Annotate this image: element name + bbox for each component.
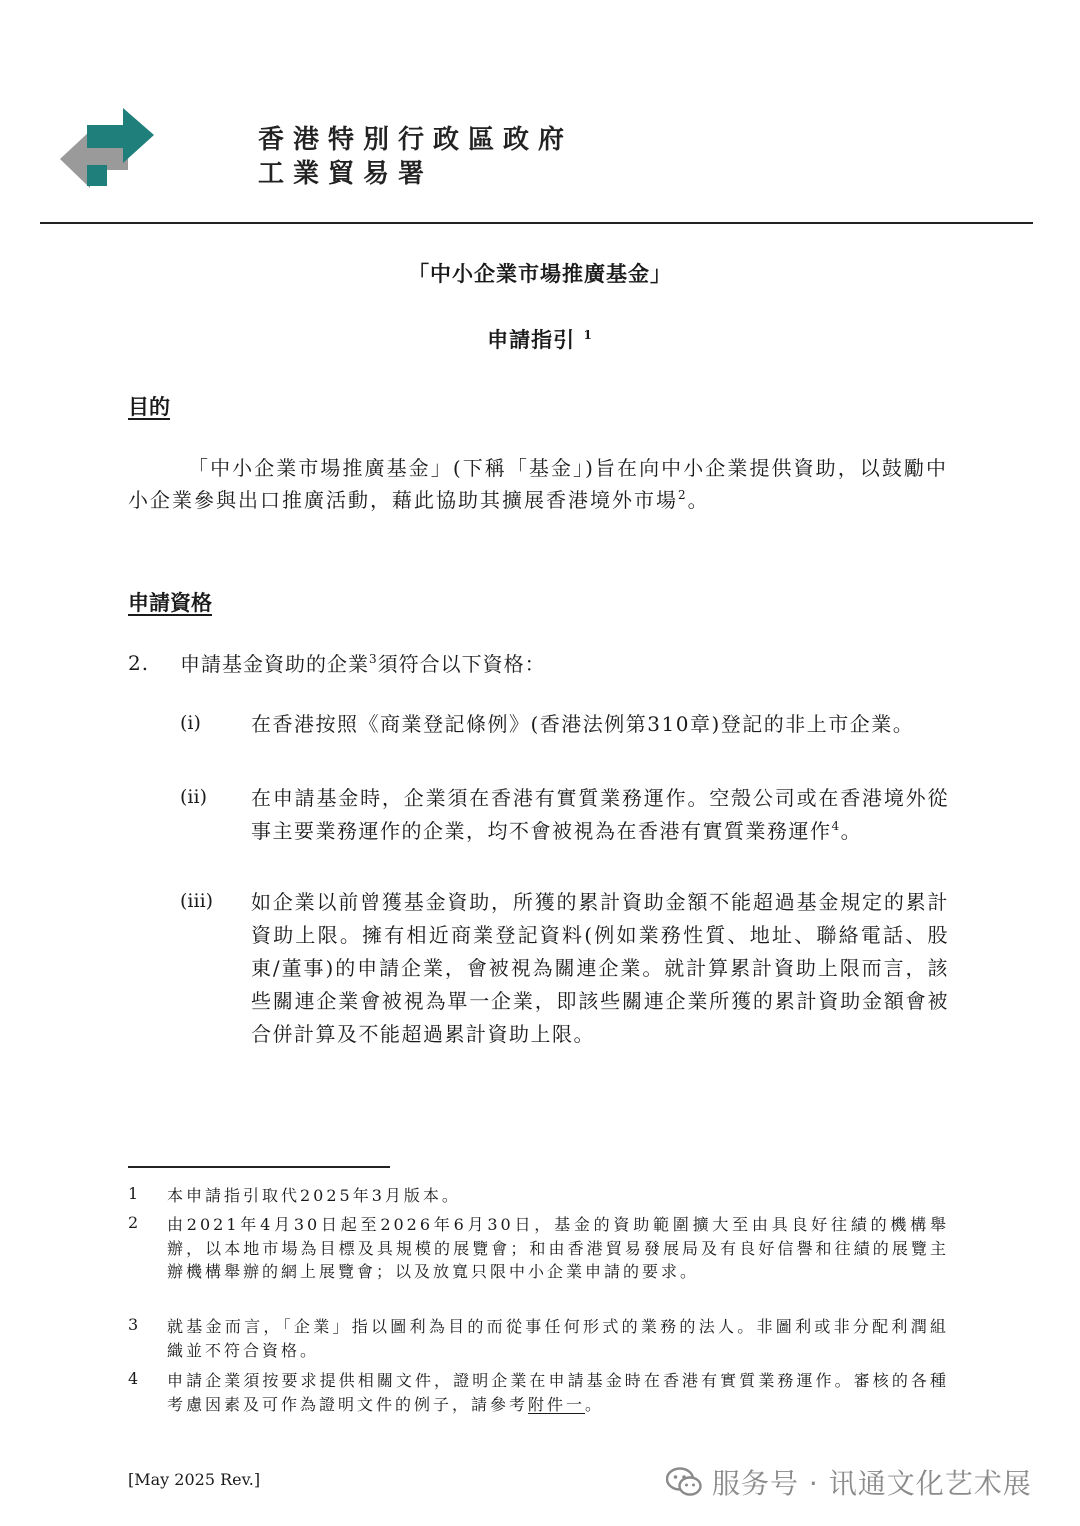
- para-number: 2.: [128, 651, 150, 675]
- footnote-ref-4: 4: [831, 819, 841, 833]
- item-number-i: (i): [180, 712, 201, 734]
- org-name-line1: 香港特別行政區政府: [258, 125, 574, 155]
- footnote-number: 3: [128, 1315, 139, 1334]
- footnote-number: 2: [128, 1213, 139, 1232]
- revision-label: [May 2025 Rev.]: [128, 1470, 261, 1489]
- footnote-text: [167, 1369, 949, 1416]
- annex-1-link[interactable]: 附件一: [528, 1394, 586, 1414]
- item-text-ii: [251, 782, 949, 848]
- footnote-number: 1: [128, 1184, 139, 1203]
- item-text-iii: 如企業以前曾獲基金資助，所獲的累計資助金額不能超過基金規定的累計資助上限。擁有相近商業登記資料(例如業務性質、地址、聯絡電話、股東/董事)的申請企業，會被視為關連企業。就計算累計資助上限而言，該些關連企業會被視為單一企業，即該些關連企業所獲的累計資助金額會被合併計算及不能超過累計資助上限。: [251, 890, 949, 1046]
- item-number-ii: (ii): [180, 786, 207, 808]
- footnote-text: 由2021年4月30日起至2026年6月30日，基金的資助範圍擴大至由具良好往績的機構舉辦，以本地市場為目標及具規模的展覽會；和由香港貿易發展局及有良好信譽和往績的展覽主辦機構舉辦的網上展覽會；以及放寬只限中小企業申請的要求。: [167, 1215, 949, 1281]
- tid-logo: [60, 108, 155, 192]
- doc-subtitle-text: 申請指引: [487, 327, 576, 352]
- footnote-4-body: 申請企業須按要求提供相關文件，證明企業在申請基金時在香港有實質業務運作。審核的各種考慮因素及可作為證明文件的例子，請參考: [167, 1371, 949, 1414]
- item-text-ii-body: 在申請基金時，企業須在香港有實質業務運作。空殼公司或在香港境外從事主要業務運作的企業，均不會被視為在香港有實質業務運作: [251, 786, 949, 843]
- footnote-ref-1: 1: [583, 328, 593, 342]
- footnote-text: 就基金而言，「企業」指以圖利為目的而從事任何形式的業務的法人。非圖利或非分配利潤組織並不符合資格。: [167, 1317, 949, 1360]
- header-rule: [40, 222, 1033, 224]
- item-text-i: 在香港按照《商業登記條例》(香港法例第310章)登記的非上市企業。: [251, 712, 915, 736]
- item-number-iii: (iii): [180, 890, 214, 912]
- doc-subtitle: [0, 324, 1080, 354]
- doc-title: 「中小企業市場推廣基金」: [408, 261, 672, 286]
- footnote-ref-3: 3: [369, 652, 378, 666]
- footnote-rule: [128, 1166, 390, 1168]
- footnote-text: 本申請指引取代2025年3月版本。: [167, 1186, 461, 1205]
- footnote-number: 4: [128, 1369, 139, 1388]
- footnote-ref-2: 2: [678, 488, 688, 502]
- section-heading-eligibility: 申請資格: [128, 590, 212, 615]
- item-text-ii-end: 。: [840, 819, 863, 843]
- logo-teal-bar: [87, 165, 107, 186]
- watermark: [666, 1462, 1032, 1502]
- purpose-text: 「中小企業市場推廣基金」(下稱「基金」)旨在向中小企業提供資助，以鼓勵中小企業參與出口推廣活動，藉此協助其擴展香港境外市場: [128, 456, 948, 512]
- wechat-icon: [666, 1467, 702, 1497]
- intro-text-a: 申請基金資助的企業: [180, 652, 369, 676]
- footnote-4-end: 。: [585, 1394, 605, 1414]
- purpose-end: 。: [687, 488, 710, 512]
- section-heading-purpose: 目的: [128, 394, 170, 419]
- purpose-paragraph: [128, 452, 948, 516]
- eligibility-intro: [180, 648, 546, 677]
- intro-text-b: 須符合以下資格：: [377, 652, 546, 676]
- org-name-line2: 工業貿易署: [258, 159, 434, 189]
- watermark-text: 服务号 · 讯通文化艺术展: [712, 1467, 1032, 1500]
